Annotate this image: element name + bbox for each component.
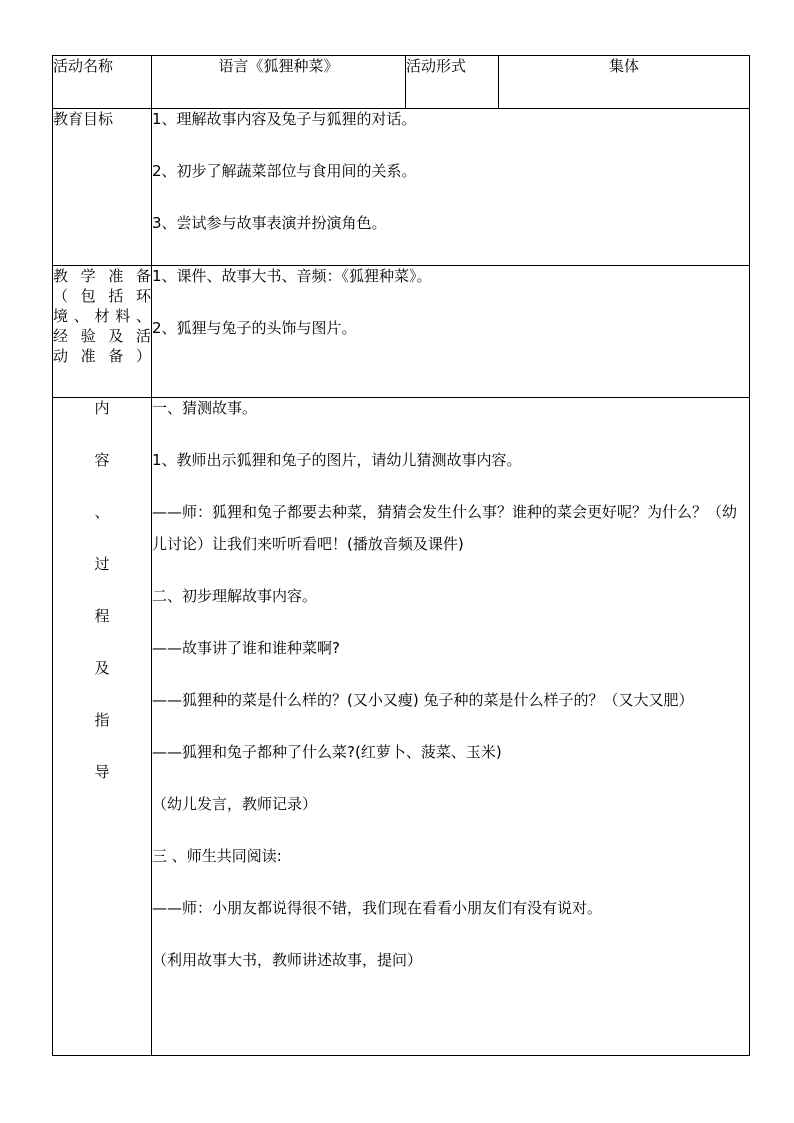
- goal-item: 2、初步了解蔬菜部位与食用间的关系。: [152, 162, 417, 180]
- content-label-char: 过: [94, 555, 110, 573]
- prep-label-line: 教学准备: [53, 267, 151, 285]
- prep-label-line: 境、材料、: [53, 307, 151, 325]
- goals-list: [152, 109, 750, 266]
- header-row: [53, 56, 750, 109]
- content-paragraph: 1、教师出示狐狸和兔子的图片，请幼儿猜测故事内容。: [152, 451, 522, 469]
- prep-label-line: 经验及活: [53, 327, 151, 345]
- content-label-char: 指: [94, 711, 110, 729]
- content-paragraph: （利用故事大书，教师讲述故事，提问）: [152, 951, 423, 969]
- prep-label: [53, 266, 152, 398]
- prep-label-line: （包括环: [53, 287, 151, 305]
- prep-row: [53, 266, 750, 398]
- content-paragraph: ——师：狐狸和兔子都要去种菜，猜猜会发生什么事？谁种的菜会更好呢？为什么？（幼儿讨论）让我们来听听看吧！(播放音频及课件): [152, 503, 738, 553]
- prep-item: 1、课件、故事大书、音频：《狐狸种菜》。: [152, 267, 432, 285]
- content-label: [53, 398, 152, 1056]
- content-row: [53, 398, 750, 1056]
- content-label-char: 程: [94, 607, 110, 625]
- content-label-char: 及: [94, 659, 110, 677]
- content-paragraph: （幼儿发言，教师记录）: [152, 795, 318, 813]
- content-label-char: 内: [94, 399, 110, 417]
- prep-item: 2、狐狸与兔子的头饰与图片。: [152, 319, 357, 337]
- activity-name-value: 语言《狐狸种菜》: [152, 56, 406, 109]
- content-paragraph: ——故事讲了谁和谁种菜啊?: [152, 639, 340, 657]
- prep-label-line: 动准备）: [53, 347, 151, 365]
- content-paragraph: 一、猜测故事。: [152, 399, 258, 417]
- content-paragraph: 三 、师生共同阅读:: [152, 847, 282, 865]
- goals-row: [53, 109, 750, 266]
- content-body: [152, 398, 750, 1056]
- goal-item: 3、尝试参与故事表演并扮演角色。: [152, 214, 387, 232]
- content-label-char: 容: [94, 451, 110, 469]
- content-label-char: 、: [94, 503, 110, 521]
- activity-name-label: 活动名称: [53, 56, 152, 109]
- goal-item: 1、理解故事内容及兔子与狐狸的对话。: [152, 110, 417, 128]
- goals-label: 教育目标: [53, 109, 152, 266]
- content-paragraph: ——师：小朋友都说得很不错，我们现在看看小朋友们有没有说对。: [152, 899, 603, 917]
- content-label-char: 导: [94, 763, 110, 781]
- content-paragraph: 二、初步理解故事内容。: [152, 587, 318, 605]
- prep-list: [152, 266, 750, 398]
- activity-form-label: 活动形式: [406, 56, 499, 109]
- activity-form-value: 集体: [499, 56, 750, 109]
- content-paragraph: ——狐狸和兔子都种了什么菜?(红萝卜、菠菜、玉米): [152, 743, 502, 761]
- lesson-plan-table: [52, 55, 750, 1056]
- content-paragraph: ——狐狸种的菜是什么样的？(又小又瘦) 兔子种的菜是什么样子的？（又大又肥）: [152, 691, 694, 709]
